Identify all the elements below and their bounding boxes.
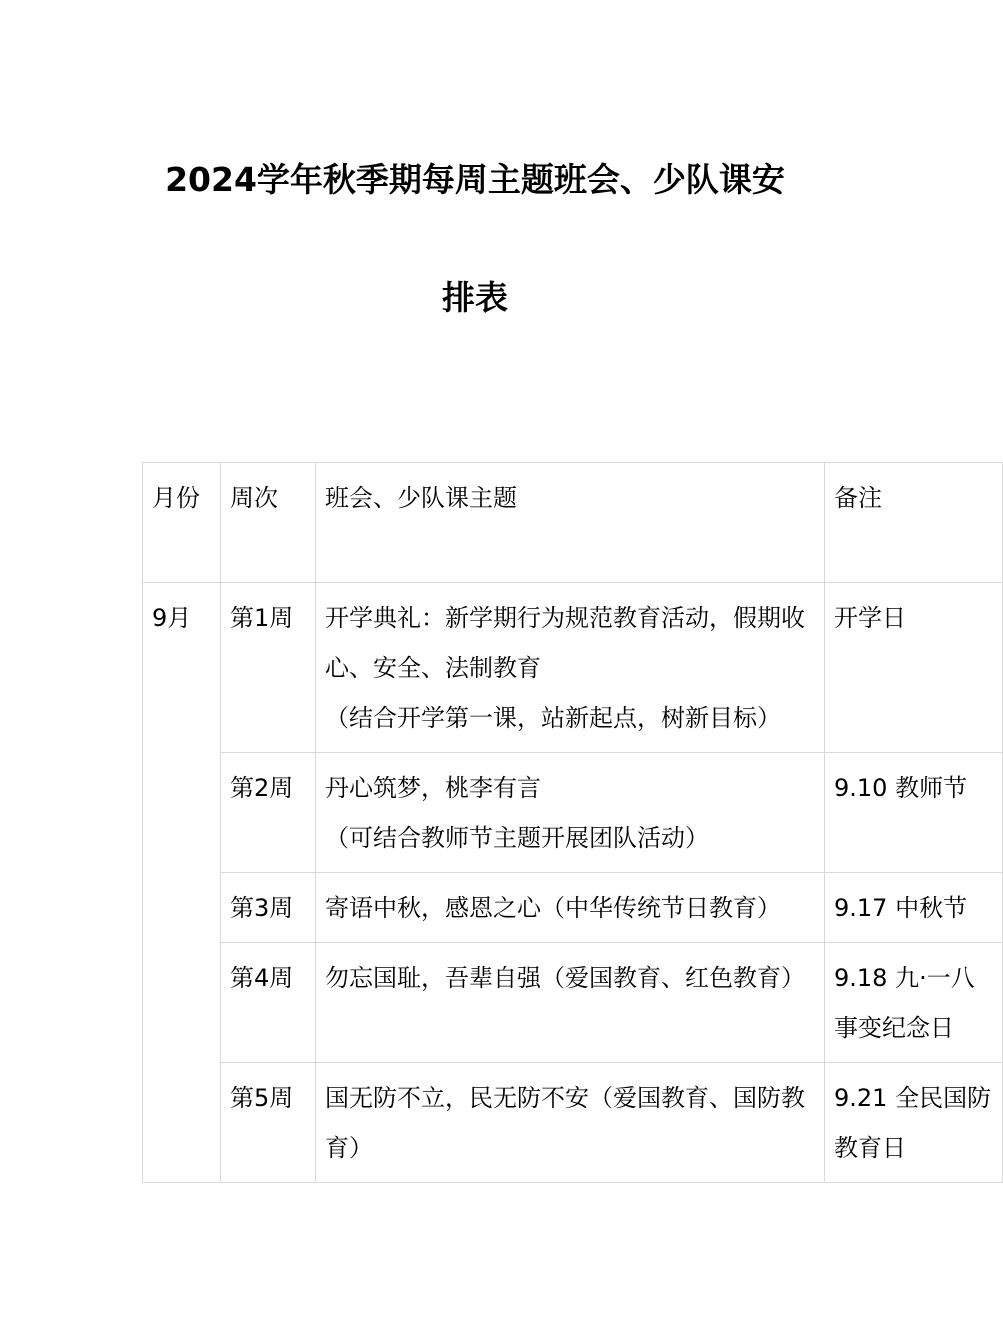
topic-line: 勿忘国耻，吾辈自强（爱国教育、红色教育） [325, 964, 805, 992]
month-cell: 9月 [143, 583, 221, 1183]
table-row [143, 943, 1003, 1063]
topic-cell [316, 753, 825, 873]
topic-line: 寄语中秋，感恩之心（中华传统节日教育） [325, 894, 781, 922]
topic-line: （结合开学第一课，站新起点，树新目标） [325, 704, 781, 732]
note-cell: 9.17 中秋节 [825, 873, 1003, 943]
week-cell: 第3周 [221, 873, 316, 943]
week-cell: 第1周 [221, 583, 316, 753]
header-topic: 班会、少队课主题 [316, 463, 825, 583]
header-note: 备注 [825, 463, 1003, 583]
week-cell: 第4周 [221, 943, 316, 1063]
topic-line: 国无防不立，民无防不安（爱国教育、国防教育） [325, 1084, 805, 1162]
table-row [143, 1063, 1003, 1183]
note-cell: 9.21 全民国防教育日 [825, 1063, 1003, 1183]
page-title-line-1: 2024学年秋季期每周主题班会、少队课安 [165, 160, 785, 199]
table-header-row [143, 463, 1003, 583]
page-title-line-2: 排表 [442, 278, 508, 317]
header-month: 月份 [143, 463, 221, 583]
note-cell: 开学日 [825, 583, 1003, 753]
week-cell: 第2周 [221, 753, 316, 873]
topic-cell [316, 583, 825, 753]
topic-line: 开学典礼：新学期行为规范教育活动，假期收心、安全、法制教育 [325, 604, 805, 682]
table-row [143, 583, 1003, 753]
topic-cell [316, 873, 825, 943]
table-row [143, 873, 1003, 943]
note-cell: 9.18 九·一八事变纪念日 [825, 943, 1003, 1063]
topic-cell [316, 943, 825, 1063]
schedule-table [142, 462, 1003, 1183]
note-cell: 9.10 教师节 [825, 753, 1003, 873]
table-row [143, 753, 1003, 873]
topic-cell [316, 1063, 825, 1183]
schedule-table-container [142, 462, 992, 1183]
header-week: 周次 [221, 463, 316, 583]
topic-line: 丹心筑梦，桃李有言 [325, 774, 541, 802]
topic-line: （可结合教师节主题开展团队活动） [325, 824, 709, 852]
week-cell: 第5周 [221, 1063, 316, 1183]
